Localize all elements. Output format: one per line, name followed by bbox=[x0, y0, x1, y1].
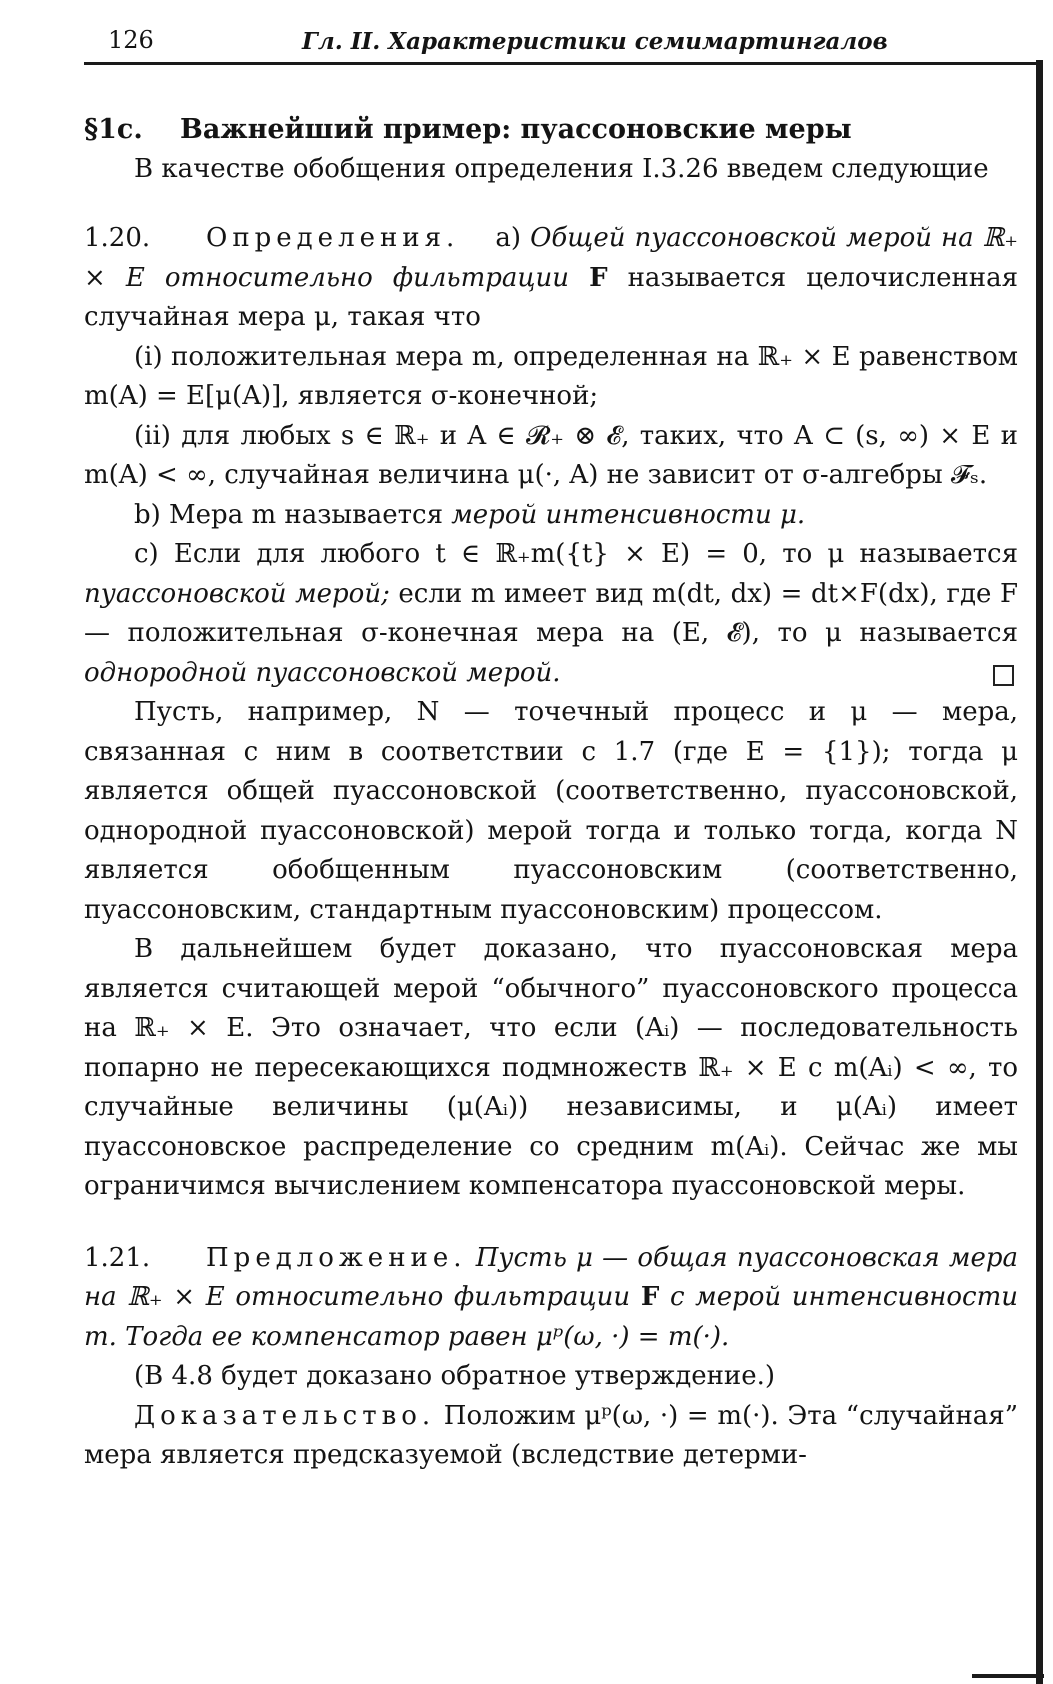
section-heading bbox=[84, 110, 1018, 150]
definition-kind: Определения. bbox=[206, 223, 460, 253]
definition-number: 1.20. bbox=[84, 223, 151, 253]
item-c-middle: если m имеет вид m(dt, dx) = dt×F(dx), где F — положительная σ-конечная мера на (E, 𝓔), то μ называется bbox=[84, 578, 1018, 648]
bottom-edge-rule bbox=[972, 1674, 1044, 1678]
proposition-filtration-symbol: F bbox=[640, 1282, 660, 1312]
proposition-kind: Предложение. bbox=[206, 1242, 467, 1273]
page-number: 126 bbox=[108, 26, 154, 54]
section-intro: В качестве обобщения определения I.3.26 введем следующие bbox=[134, 153, 989, 184]
definition-item-b bbox=[84, 496, 1018, 536]
header-rule bbox=[84, 62, 1040, 65]
item-c-italic-1: пуассоновской мерой; bbox=[84, 578, 390, 609]
proof-text: Положим μᵖ(ω, ·) = m(·). Эта “случайная” мера является предсказуемой (вследствие детерми- bbox=[84, 1400, 1019, 1470]
section-title: Важнейший пример: пуассоновские меры bbox=[180, 114, 852, 145]
definition-item-i: (i) положительная мера m, определенная на ℝ₊ × E равенством m(A) = E[μ(A)], является σ-конечной; bbox=[84, 341, 1018, 411]
running-title: Гл. II. Характеристики семимартингалов bbox=[302, 28, 888, 55]
paragraph-counting-measure: В дальнейшем будет доказано, что пуассоновская мера является считающей мерой “обычного” пуассоновского процесса на ℝ₊ × E. Это означает, что если (Aᵢ) — последовательность попарно не пересекающихся подмножеств ℝ₊ × E с m(Aᵢ) < ∞, то случайные величины (μ(Aᵢ)) независимы, и μ(Aᵢ) имеет пуассоновское распределение со средним m(Aᵢ). Сейчас же мы ограничимся вычислением компенсатора пуассоновской меры. bbox=[84, 934, 1018, 1201]
proof-paragraph bbox=[84, 1397, 1018, 1476]
item-b-italic: мерой интенсивности μ. bbox=[451, 499, 806, 530]
body-text bbox=[84, 110, 1018, 1476]
item-c-italic-2: однородной пуассоновской мерой. bbox=[84, 657, 561, 688]
definition-item-ii: (ii) для любых s ∈ ℝ₊ и A ∈ 𝓡₊ ⊗ 𝓔, таких, что A ⊂ (s, ∞) × E и m(A) < ∞, случайная величина μ(·, A) не зависит от σ-алгебры 𝓕ₛ. bbox=[84, 420, 1018, 490]
page-header bbox=[84, 22, 1018, 62]
proof-label: Доказательство. bbox=[134, 1400, 436, 1431]
section-number: §1c. bbox=[84, 114, 143, 145]
item-a-rest: называется целочисленная случайная мера μ, такая что bbox=[84, 262, 1019, 332]
qed-square-icon bbox=[993, 665, 1014, 686]
item-a-marker: a) bbox=[495, 223, 522, 253]
item-c-text: c) Если для любого t ∈ ℝ₊m({t} × E) = 0, то μ называется bbox=[134, 539, 1018, 569]
item-b-text: b) Мера m называется bbox=[134, 499, 443, 530]
paragraph-point-process: Пусть, например, N — точечный процесс и μ — мера, связанная с ним в соответствии с 1.7 (где E = {1}); тогда μ является общей пуассоновской (соответственно, пуассоновской, однородной пуассоновской) мерой тогда и только тогда, когда N является обобщенным пуассоновским (соответственно, пуассоновским, стандартным пуассоновским) процессом. bbox=[84, 697, 1018, 925]
item-a-italic: Общей пуассоновской мерой на ℝ₊ × E относительно фильтрации bbox=[84, 223, 1018, 293]
proposition-italic-1: Пусть μ — общая пуассоновская мера на ℝ₊ × E относительно фильтрации bbox=[84, 1242, 1018, 1312]
converse-note: (В 4.8 будет доказано обратное утверждение.) bbox=[134, 1361, 776, 1391]
definition-item-c bbox=[84, 535, 1018, 693]
definition-1-20 bbox=[84, 219, 1018, 338]
proposition-italic-2: с мерой интенсивности m. Тогда ее компенсатор равен μᵖ(ω, ·) = m(·). bbox=[84, 1282, 1019, 1352]
proposition-1-21 bbox=[84, 1239, 1018, 1358]
filtration-symbol: F bbox=[589, 262, 608, 293]
proposition-number: 1.21. bbox=[84, 1242, 151, 1273]
page-edge-rule bbox=[1036, 60, 1043, 1684]
